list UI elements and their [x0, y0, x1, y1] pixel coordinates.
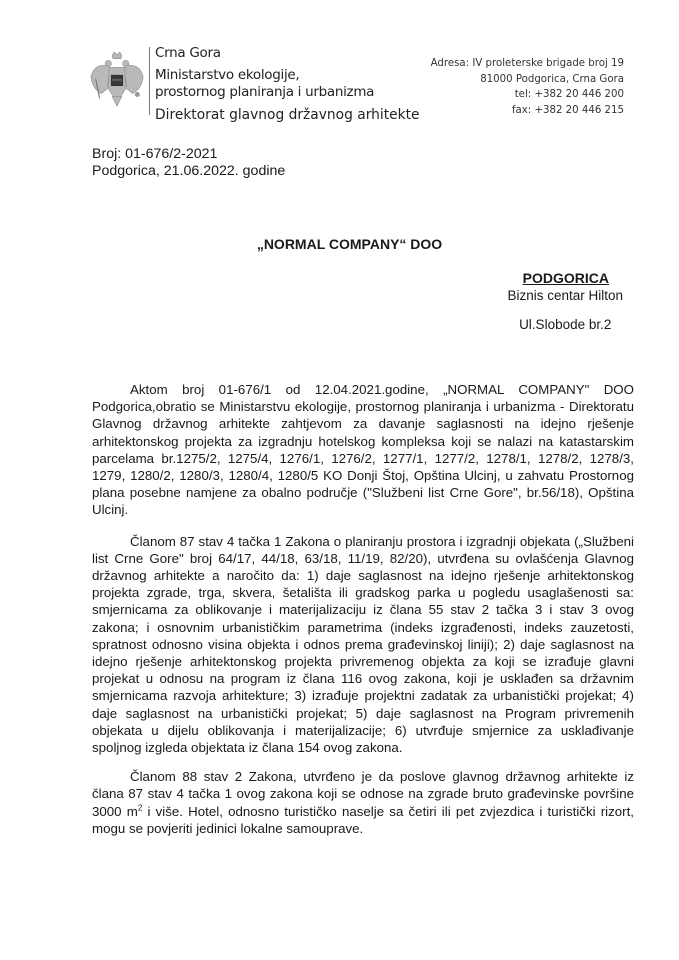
reference-block — [92, 146, 285, 180]
recipient-address-line1: Biznis centar Hilton — [507, 288, 623, 303]
contact-city: 81000 Podgorica, Crna Gora — [480, 73, 624, 85]
letter-body — [92, 381, 634, 851]
contact-address: Adresa: IV proleterske brigade broj 19 — [430, 58, 624, 69]
recipient-address — [507, 269, 623, 334]
directorate-name: Direktorat glavnog državnog arhitekte — [155, 107, 420, 123]
paragraph-article-88-text-end: i više. Hotel, odnosno turističko naselje sa četiri ili pet zvjezdica i turistički rizort, mogu se povjeriti jedinici lokalne samouprave. — [92, 803, 634, 836]
reference-number: Broj: 01-676/2-2021 — [92, 146, 218, 162]
ministry-name-line2: prostornog planiranja i urbanizma — [155, 84, 375, 100]
square-meter-superscript: 2 — [137, 803, 143, 813]
recipient-name: „NORMAL COMPANY“ DOO — [256, 236, 443, 252]
issuer-block — [155, 44, 420, 124]
contact-phone: tel: +382 20 446 200 — [514, 89, 624, 100]
paragraph-article-88 — [92, 768, 634, 837]
ministry-name-line1: Ministarstvo ekologije, — [155, 67, 300, 83]
contact-fax: fax: +382 20 446 215 — [511, 104, 624, 116]
paragraph-article-88-text: Članom 88 stav 2 Zakona, utvrđeno je da poslove glavnog državnog arhitekte iz člana 87 stav 4 tačka 1 ovog zakona koji se odnose na zgrade bruto građevinske površine 3000 m — [92, 769, 634, 819]
recipient-city: PODGORICA — [522, 270, 609, 286]
paragraph-request: Aktom broj 01-676/1 od 12.04.2021.godine, „NORMAL COMPANY" DOO Podgorica,obratio se Ministarstvu ekologije, prostornog planiranja i urbanizma - Direktoratu Glavnog državnog arhitekte zahtjevom za davanje saglasnosti na idejno rješenje arhitektonskog projekta za izgradnju hotelskog kompleksa koji se nalazi na katastarskim parcelama br.1275/2, 1275/4, 1276/1, 1276/2, 1277/1, 1277/2, 1278/1, 1278/2, 1278/3, 1279, 1280/2, 1280/3, 1280/4, 1280/5 KO Donji Štoj, Opština Ulcinj, u zahvatu Prostornog plana posebne namjene za obalno područje ("Službeni list Crne Gore", br.56/18), Opština Ulcinj. — [92, 382, 634, 518]
paragraph-article-87: Članom 87 stav 4 tačka 1 Zakona o planiranju prostora i izgradnji objekata („Službeni list Crne Gore" broj 64/17, 44/18, 63/18, 11/19, 82/20), utvrđena su ovlašćenja Glavnog državnog arhitekte a naročito da: 1) daje saglasnost na idejno rješenje arhitektonskog projekta zgrade, trga, skvera, šetališta ili gradskog parka u pogledu usaglašenosti sa: smjernicama za oblikovanje i materijalizaciju iz člana 55 stav 2 tačka 3 i stav 3 ovog zakona; i osnovnim urbanističkim parametrima (indeks izgrađenosti, indeks zauzetosti, spratnost odnosno visina objekta i odnos prema građevinskoj liniji); 2) daje saglasnost na idejno rješenje arhitektonskog projekta privremenog objekta za koji se izrađuje glavni projekat u odnosu na program iz člana 116 ovog zakona, koji je usklađen sa državnim smjernicama razvoja arhitekture; 3) izrađuje projektni zadatak za urbanistički projekat; 4) daje saglasnost na urbanistički projekat; 5) daje saglasnost na Program privremenih objekata u dijelu oblikovanja i materijalizacije; 6) utvrđuje smjernice za usklađivanje spoljnog izgleda objektata iz člana 154 ovog zakona. — [92, 533, 634, 756]
place-and-date: Podgorica, 21.06.2022. godine — [92, 163, 286, 179]
coat-of-arms-icon — [88, 50, 146, 108]
country-name: Crna Gora — [155, 45, 221, 61]
contact-block — [431, 56, 624, 118]
header-divider — [149, 47, 150, 115]
recipient-address-line2: Ul.Slobode br.2 — [519, 317, 612, 332]
